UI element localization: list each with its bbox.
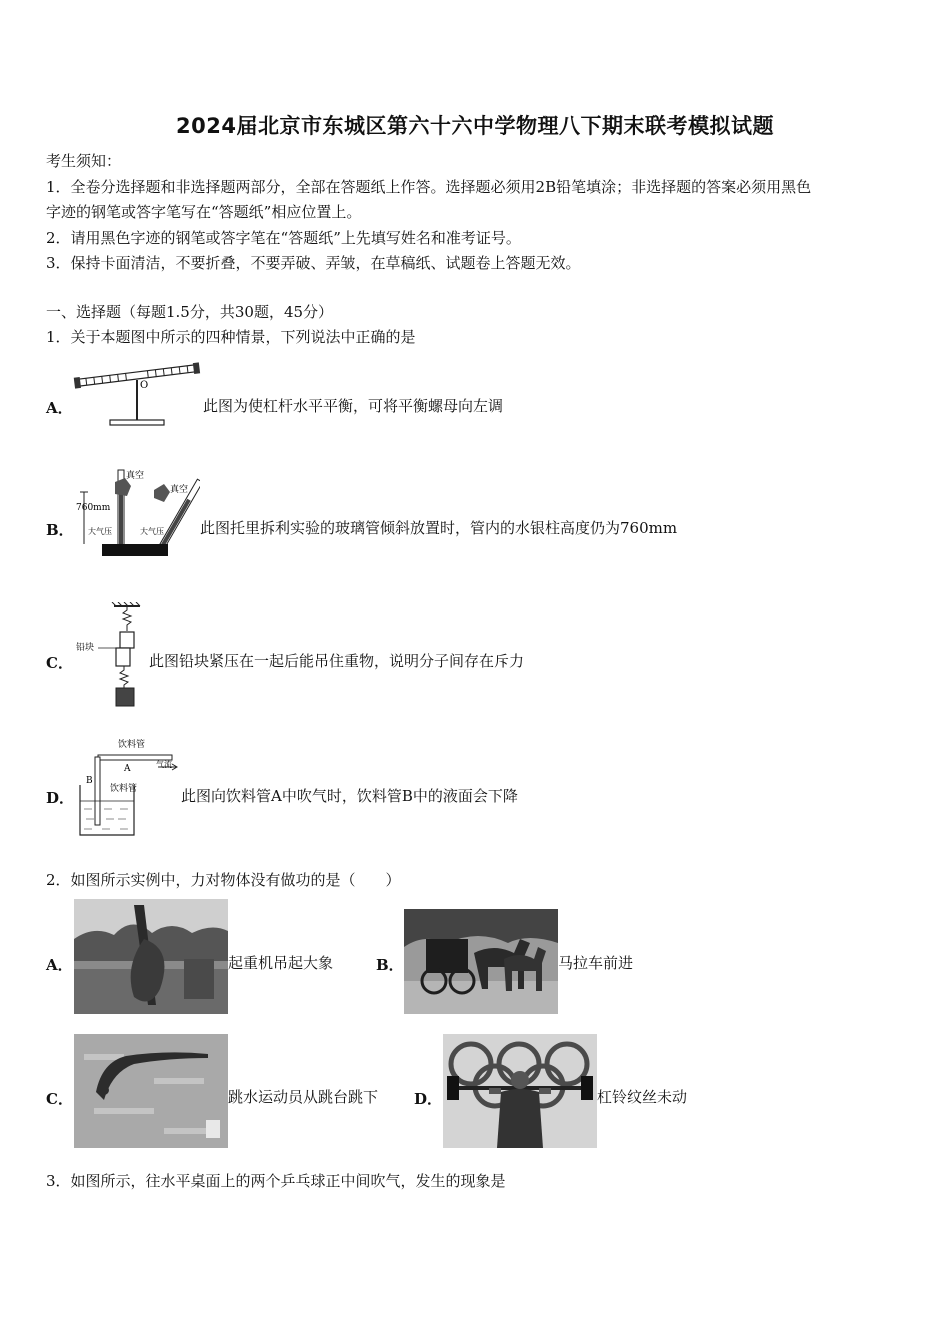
- weightlifter-photo: [443, 1034, 597, 1148]
- q2-stem: 2．如图所示实例中，力对物体没有做功的是（ ）: [46, 871, 401, 889]
- airflow-label: 气流: [156, 760, 172, 769]
- atmosphere-label-1: 大气压: [88, 527, 112, 536]
- atmosphere-label-2: 大气压: [140, 527, 164, 536]
- section-heading: 一、选择题（每题1.5分，共30题，45分）: [46, 303, 334, 321]
- q2-option-b-text: 马拉车前进: [558, 954, 634, 972]
- crane-lifting-elephant-photo: [74, 899, 228, 1014]
- lead-block-label: 铅块: [76, 643, 95, 653]
- q2-option-c-text: 跳水运动员从跳台跳下: [228, 1088, 379, 1106]
- q1-option-a-text: 此图为使杠杆水平平衡，可将平衡螺母向左调: [203, 397, 504, 415]
- q1-stem: 1．关于本题图中所示的四种情景，下列说法中正确的是: [46, 328, 416, 346]
- drinking-straw-figure: [72, 735, 182, 839]
- q2-option-a-text: 起重机吊起大象: [228, 954, 334, 972]
- diver-jumping-photo: [74, 1034, 228, 1148]
- fulcrum-label: O: [140, 380, 149, 391]
- q2-option-c-label: C．: [46, 1090, 73, 1108]
- q1-option-a-label: A．: [46, 399, 73, 417]
- straw-label-top: 饮料管: [118, 740, 146, 750]
- lead-blocks-figure: [72, 602, 148, 710]
- q1-option-b-text: 此图托里拆利实验的玻璃管倾斜放置时，管内的水银柱高度仍为760mm: [200, 519, 678, 537]
- notice-heading: 考生须知：: [46, 152, 122, 170]
- q1-option-b-label: B．: [46, 521, 74, 539]
- vacuum-label-1: 真空: [126, 471, 145, 481]
- q3-stem: 3．如图所示，往水平桌面上的两个乒乓球正中间吹气，发生的现象是: [46, 1172, 506, 1190]
- q2-option-d-label: D．: [414, 1090, 443, 1108]
- q1-option-d-text: 此图向饮料管A中吹气时，饮料管B中的液面会下降: [181, 787, 518, 805]
- q1-option-c-text: 此图铅块紧压在一起后能吊住重物，说明分子间存在斥力: [149, 652, 525, 670]
- q2-option-a-label: A．: [46, 956, 73, 974]
- straw-b-label: B: [86, 776, 93, 786]
- notice-line-2: 2．请用黑色字迹的钢笔或答字笔在“答题纸”上先填写姓名和准考证号。: [46, 229, 521, 247]
- notice-line-1b: 字迹的钢笔或答字笔写在“答题纸”相应位置上。: [46, 203, 362, 221]
- straw-a-label: A: [124, 764, 131, 774]
- q2-option-b-label: B．: [376, 956, 404, 974]
- notice-line-3: 3．保持卡面清洁，不要折叠，不要弄破、弄皱，在草稿纸、试题卷上答题无效。: [46, 254, 581, 272]
- height-760mm-label: 760mm: [76, 503, 111, 513]
- q2-option-d-text: 杠铃纹丝未动: [597, 1088, 688, 1106]
- straw-label-bottom: 饮料管: [110, 784, 138, 794]
- notice-line-1a: 1．全卷分选择题和非选择题两部分，全部在答题纸上作答。选择题必须用2B铅笔填涂；非选择题的答案必须用黑色: [46, 178, 812, 196]
- lever-balance-figure: [72, 356, 202, 430]
- torricelli-experiment-figure: [72, 464, 200, 560]
- q1-option-c-label: C．: [46, 654, 73, 672]
- horse-pulling-cart-photo: [404, 909, 558, 1014]
- vacuum-label-2: 真空: [170, 485, 189, 495]
- page-title: 2024届北京市东城区第六十六中学物理八下期末联考模拟试题: [176, 114, 774, 138]
- q1-option-d-label: D．: [46, 789, 75, 807]
